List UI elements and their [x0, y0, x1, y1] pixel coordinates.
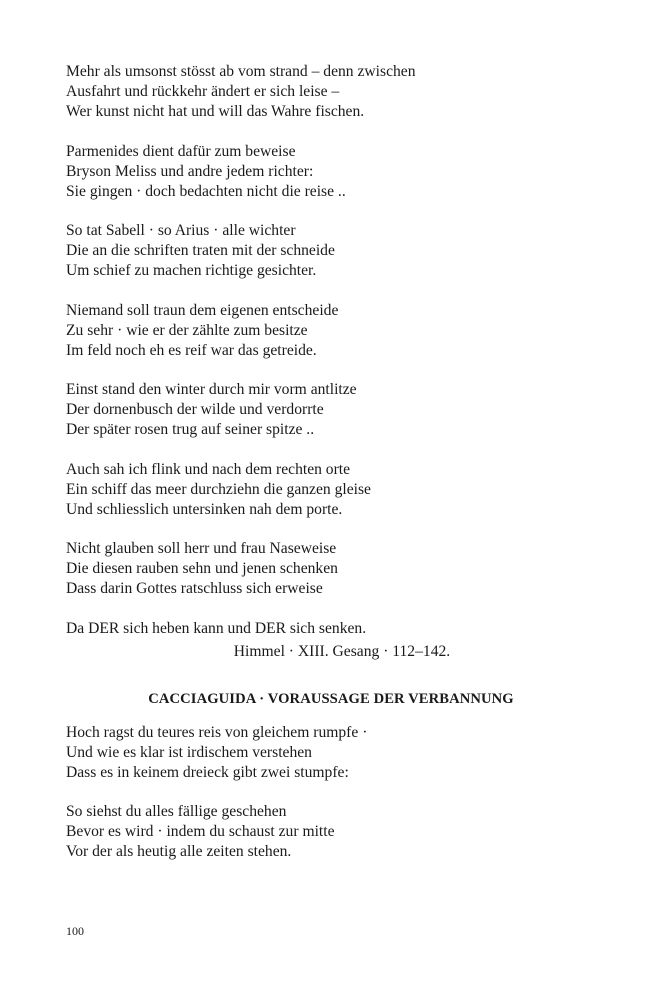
- verse-line: Auch sah ich flink und nach dem rechten orte: [66, 460, 351, 478]
- stanza: [66, 802, 596, 862]
- verse-line: So tat Sabell · so Arius · alle wichter: [66, 222, 296, 239]
- verse-line: Der dornenbusch der wilde und verdorrte: [66, 401, 324, 418]
- poem-part-two: [66, 723, 596, 863]
- verse-line: Zu sehr · wie er der zählte zum besitze: [66, 321, 308, 339]
- verse-line: Im feld noch eh es reif war das getreide.: [66, 341, 317, 359]
- verse-line: Parmenides dient dafür zum beweise: [66, 142, 296, 160]
- stanza: [66, 142, 596, 202]
- verse-line: Nicht glauben soll herr und frau Naseweise: [66, 540, 337, 557]
- verse-line: Bevor es wird · indem du schaust zur mitte: [66, 823, 335, 840]
- verse-line: Bryson Meliss und andre jedem richter:: [66, 162, 314, 180]
- verse-line: Um schief zu machen richtige gesichter.: [66, 262, 317, 279]
- stanza: [66, 301, 596, 361]
- canto-attribution: Himmel · XIII. Gesang · 112–142.: [233, 642, 451, 660]
- verse-line: So siehst du alles fällige geschehen: [66, 803, 287, 820]
- poem-part-one: [66, 62, 596, 639]
- page-number: 100: [66, 924, 84, 938]
- verse-line: Ausfahrt und rückkehr ändert er sich leise –: [66, 83, 340, 100]
- stanza: [66, 62, 596, 122]
- stanza: [66, 380, 596, 440]
- verse-line: Die diesen rauben sehn und jenen schenken: [66, 560, 338, 577]
- verse-line: Niemand soll traun dem eigenen entscheide: [66, 301, 339, 319]
- verse-line: Wer kunst nicht hat und will das Wahre fischen.: [66, 103, 365, 120]
- verse-line: Die an die schriften traten mit der schneide: [66, 242, 335, 259]
- verse-line: Dass es in keinem dreieck gibt zwei stumpfe:: [66, 763, 349, 781]
- stanza: [66, 539, 596, 599]
- verse-line: Da DER sich heben kann und DER sich senken.: [66, 619, 367, 637]
- verse-line: Ein schiff das meer durchziehn die ganzen gleise: [66, 480, 371, 498]
- verse-line: Dass darin Gottes ratschluss sich erweise: [66, 580, 323, 597]
- page-body: [66, 62, 596, 882]
- closing-line-stanza: [66, 619, 596, 639]
- verse-line: Vor der als heutig alle zeiten stehen.: [66, 843, 292, 860]
- verse-line: Mehr als umsonst stösst ab vom strand – denn zwischen: [66, 63, 416, 80]
- stanza: [66, 460, 596, 520]
- verse-line: Sie gingen · doch bedachten nicht die reise ..: [66, 182, 346, 200]
- stanza: [66, 723, 596, 783]
- verse-line: Einst stand den winter durch mir vorm antlitze: [66, 381, 357, 398]
- stanza: [66, 221, 596, 281]
- verse-line: Und schliesslich untersinken nah dem porte.: [66, 500, 343, 518]
- verse-line: Der später rosen trug auf seiner spitze ..: [66, 421, 315, 438]
- verse-line: Und wie es klar ist irdischem verstehen: [66, 743, 312, 761]
- verse-line: Hoch ragst du teures reis von gleichem rumpfe ·: [66, 723, 368, 741]
- section-title: CACCIAGUIDA · VORAUSSAGE DER VERBANNUNG: [148, 690, 514, 707]
